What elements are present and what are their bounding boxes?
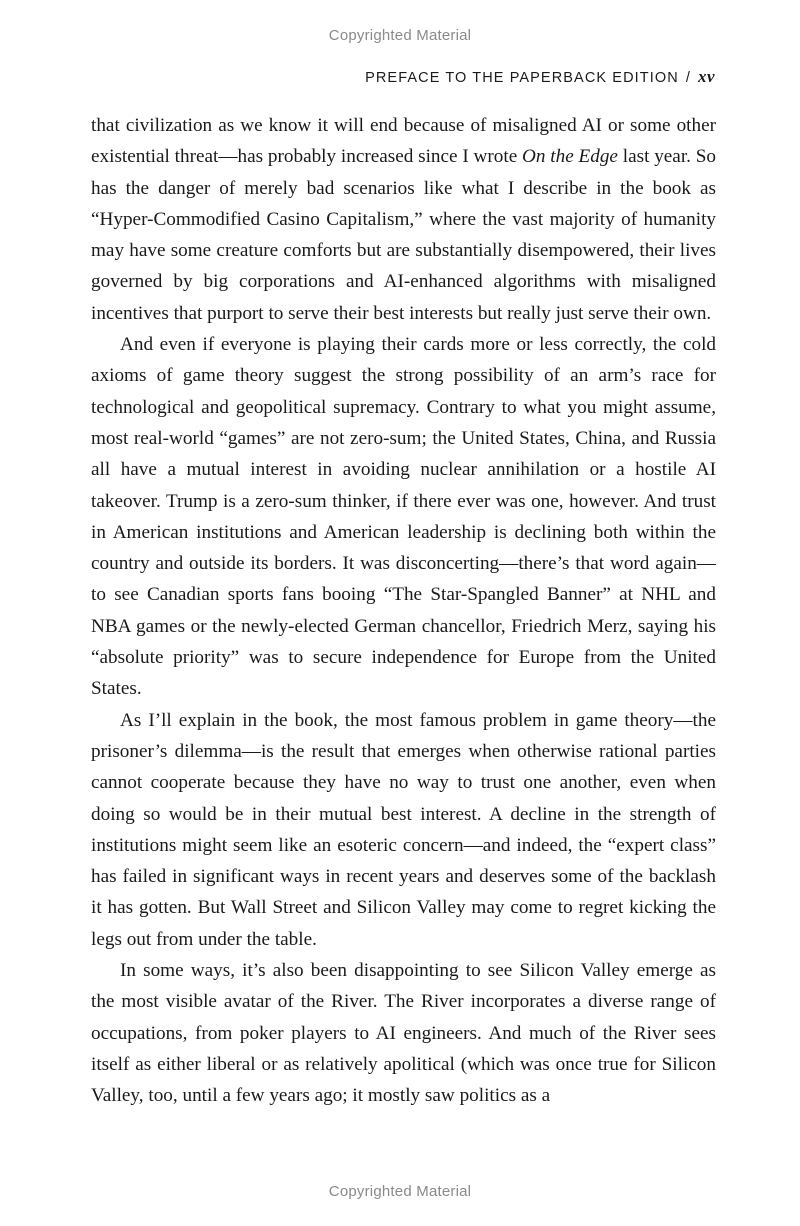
paragraph: And even if everyone is playing their cards more or less correctly, the cold axioms of game theory suggest the strong possibility of an arm’s race for technological and geopolitical supremacy. Contrary to what you might assume, most real-world “games” are not zero-sum; the United States, China, and Russia all have a mutual interest in avoiding nuclear annihilation or a hostile AI takeover. Trump is a zero-sum thinker, if there ever was one, however. And trust in American institutions and American leadership is declining both within the country and outside its borders. It was disconcerting—there’s that word again—to see Canadian sports fans booing “The Star-Spangled Banner” at NHL and NBA games or the newly-elected German chancellor, Friedrich Merz, saying his “absolute priority” was to secure independence for Europe from the United States. bbox=[91, 334, 716, 700]
copyright-watermark-top: Copyrighted Material bbox=[328, 27, 472, 44]
paragraph-text: that civilization as we know it will end because of misaligned AI or some other existential threat—has probably increased since I wrote bbox=[91, 115, 716, 168]
copyright-watermark-bottom: Copyrighted Material bbox=[328, 1183, 472, 1200]
paragraph-text: last year. So has the danger of merely bad scenarios like what I describe in the book as “Hyper-Commodified Casino Capitalism,” where the vast majority of humanity may have some creature comforts but are substantially disempowered, their lives governed by big corporations and AI-enhanced algorithms with misaligned incentives that purport to serve their best interests but really just serve their own. bbox=[91, 146, 717, 324]
paragraph bbox=[91, 110, 716, 329]
paragraph: As I’ll explain in the book, the most famous problem in game theory—the prisoner’s dilemma—is the result that emerges when otherwise rational parties cannot cooperate because they have no way to trust one another, even when doing so would be in their mutual best interest. A decline in the strength of institutions might seem like an esoteric concern—and indeed, the “expert class” has failed in significant ways in recent years and deserves some of the backlash it has gotten. But Wall Street and Silicon Valley may come to regret kicking the legs out from under the table. bbox=[91, 709, 716, 950]
running-head-separator: / bbox=[685, 70, 691, 86]
paragraph: In some ways, it’s also been disappointing to see Silicon Valley emerge as the most visible avatar of the River. The River incorporates a diverse range of occupations, from poker players to AI engineers. And much of the River sees itself as either liberal or as relatively apolitical (which was once true for Silicon Valley, too, until a few years ago; it mostly saw politics as a bbox=[91, 960, 716, 1107]
running-head bbox=[365, 67, 715, 87]
running-head-title: PREFACE TO THE PAPERBACK EDITION bbox=[365, 70, 679, 86]
page-number: xv bbox=[697, 67, 715, 86]
book-title: On the Edge bbox=[522, 146, 618, 168]
body-text bbox=[91, 110, 716, 1112]
